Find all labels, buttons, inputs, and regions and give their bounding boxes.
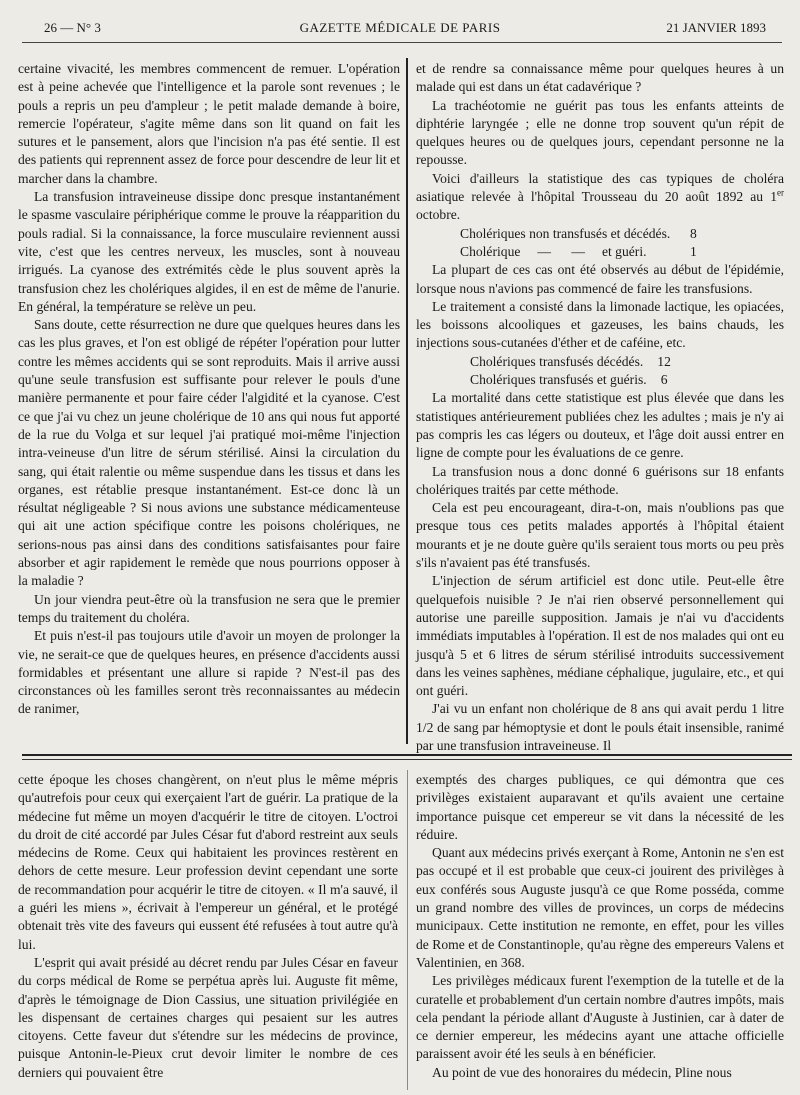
column-4	[416, 771, 784, 1082]
paragraph: Quant aux médecins privés exerçant à Rome, Antonin ne s'en est pas occupé et il est probable que ceux-ci jouirent des privilèges à eux conférés sous Auguste jusqu'à ce que Rome posséda, comme un grand nombre des villes de provinces, un corps de médecins municipaux. Cette institution ne remonte, en effet, pour les villes de Rome et de Constantinople, qu'au règne des empereurs Valens et Valentinien, en 368.	[416, 845, 784, 970]
stat-value: 12	[657, 353, 671, 369]
paragraph: certaine vivacité, les membres commencent de remuer. L'opération est à peine achevée que l'intelligence et la parole sont revenues ; le pouls a repris un peu d'ampleur ; le petit malade demande à boire, remercie l'opérateur, s'agite même dans son lit quand on fait les sutures et le pansement, alors que l'incision n'a pas été sentie. Il est des patients qui reprennent assez de force pour descendre de leur lit et marcher dans la chambre.	[18, 61, 400, 186]
section-separator	[22, 754, 792, 756]
paragraph	[416, 170, 784, 225]
paragraph: La trachéotomie ne guérit pas tous les enfants atteints de diphtérie laryngée ; elle ne donne trop souvent qu'un répit de quelques heures ou de quelques jours, cependant personne ne la repousse.	[416, 97, 784, 168]
paragraph: exemptés des charges publiques, ce qui démontra que ces privilèges existaient auparavant et qu'ils avaient une certaine importance puisque cet empereur se vit dans la nécessité de les réduire.	[416, 772, 784, 842]
header-rule	[22, 42, 782, 43]
section-separator	[22, 759, 792, 760]
column-1	[18, 60, 400, 719]
column-2	[416, 60, 784, 755]
paragraph: Un jour viendra peut-être où la transfusion ne sera que le premier temps du traitement du choléra.	[18, 591, 400, 625]
paragraph: cette époque les choses changèrent, on n'eut plus le même mépris qu'autrefois pour ceux qui exerçaient l'art de guérir. La pratique de la médecine fut même un moyen d'acquérir le titre de citoyen. L'octroi du droit de cité accordé par Jules César fut d'abord restreint aux seuls médecins de Rome. Ceux qui habitaient les provinces restèrent en dehors de cette mesure. Leur profession devint cependant une sorte de recommandation pour acquérir le titre de citoyen. « Il m'a sauvé, il a guéri les miens », écrivait à l'empereur un général, et le protégé obtenait très vite des faveurs qui eussent été refusées à tout autre qu'à lui.	[18, 772, 398, 952]
superscript: er	[777, 187, 784, 198]
stat-value: 1	[690, 243, 697, 259]
paragraph: La transfusion nous a donc donné 6 guérisons sur 18 enfants cholériques traités par cette méthode.	[416, 463, 784, 497]
paragraph: Les privilèges médicaux furent l'exemption de la tutelle et de la curatelle et probablement d'un certain nombre d'autres impôts, mais cela pendant la période allant d'Auguste à Justinien, car à dater de ce dernier empereur, les médecins ayant une attache officielle paraissent avoir été les seuls à en bénéficier.	[416, 973, 784, 1062]
stat-row	[416, 243, 784, 261]
page-number: 26 — N° 3	[44, 20, 101, 35]
paragraph: Au point de vue des honoraires du médecin, Pline nous	[432, 1064, 732, 1080]
stat-value: 8	[690, 225, 697, 241]
paragraph: La transfusion intraveineuse dissipe donc presque instantanément le spasme vasculaire périphérique comme le prouve la réapparition du pouls radial. Si la connaissance, la force musculaire reviennent aussi vite, c'est que les centres nerveux, les muscles, sont à nouveau irrigués. La cyanose des extrémités cède le plus souvent après la transfusion chez les cholériques algides, il en est de même de l'anurie. En général, la température se relève un peu.	[18, 189, 400, 314]
paragraph: Cela est peu encourageant, dira-t-on, mais n'oublions pas que presque tous ces petits malades apportés à l'hôpital étaient mourants et je ne doute guère qu'ils seraient tous morts ou peu près s'ils n'avaient pas été transfusés.	[416, 500, 784, 571]
stat-value: 6	[660, 372, 668, 388]
column-divider	[406, 58, 408, 744]
paragraph: L'esprit qui avait présidé au décret rendu par Jules César en faveur du corps médical de Rome se perpétua après lui. Auguste fit même, d'après le témoignage de Dion Cassius, une situation privilégiée en les dispensant de certaines charges qui pesaient sur les autres citoyens. Cette faveur dut s'étendre sur les médecins de province, puisque Antonin-le-Pieux crut devoir limiter le nombre de ces derniers qui pouvaient être	[18, 954, 398, 1080]
issue-date: 21 JANVIER 1893	[666, 20, 766, 35]
paragraph-text: Voici d'ailleurs la statistique des cas typiques de choléra asiatique relevée à l'hôpital Trousseau du 20 août 1892 au 1	[416, 170, 784, 205]
stat-row	[416, 353, 784, 371]
paragraph: Le traitement a consisté dans la limonade lactique, les opiacées, les boissons alcooliques et gazeuses, les bains chauds, les injections sous-cutanées d'éther et de caféine, etc.	[416, 298, 784, 351]
paragraph: L'injection de sérum artificiel est donc utile. Peut-elle être quelquefois nuisible ? Je n'ai rien observé personnellement qui autorise une pareille supposition. Jamais je n'ai vu d'accidents immédiats imputables à l'opération. Il est de nos malades qui ont eu jusqu'à 5 et 6 litres de sérum stérilisé introduits successivement dans les veines saphènes, médiane céphalique, jugulaire, etc., et qui ont guéri.	[416, 573, 784, 699]
stat-label: Cholériques non transfusés et décédés.	[460, 225, 671, 241]
paragraph: La plupart de ces cas ont été observés au début de l'épidémie, lorsque nous n'avions pas commencé de faire les transfusions.	[416, 262, 784, 296]
column-3	[18, 771, 398, 1082]
stat-label: Cholériques transfusés décédés.	[470, 353, 644, 369]
paragraph: Sans doute, cette résurrection ne dure que quelques heures dans les cas les plus graves, et l'on est obligé de répéter l'opération pour lutter contre les mêmes accidents qui se sont reproduits. Mais il arrive aussi qu'une seule transfusion est suffisante pour relever le pouls d'une manière permanente et pour faire céder l'algidité et la cyanose. C'est ce que j'ai vu chez un jeune cholérique de 10 ans qui nous fut apporté de la rue du Volga et sur lequel j'ai pratiqué moi-même l'injection intra-veineuse d'un litre de sérum stérilisé. Ainsi la circulation du sang, qui était ralentie ou même suspendue dans les tissus et dans les organes, est rétablie presque instantanément. Est-ce donc là un résultat négligeable ? Si nous avions une substance médicamenteuse qui ait une action spécifique contre les poisons cholériques, ne serions-nous pas ainsi dans des conditions satisfaisantes pour faire absorber et agir rapidement le remède que nous pourrions opposer à la maladie ?	[18, 317, 400, 589]
stat-label: Cholérique — — et guéri.	[460, 243, 647, 259]
paragraph-text: octobre.	[416, 207, 461, 223]
paragraph: et de rendre sa connaissance même pour quelques heures à un malade qui est dans un état cadavérique ?	[416, 61, 784, 95]
page-header	[0, 18, 800, 40]
stat-row	[416, 371, 784, 389]
stat-row	[416, 225, 784, 243]
paragraph: Et puis n'est-il pas toujours utile d'avoir un moyen de prolonger la vie, ne serait-ce que de quelques heures, en présence d'accidents aussi formidables et présentant une allure si rapide ? N'est-il pas des circonstances où les familles seront très reconnaissantes au médecin de ranimer,	[18, 628, 400, 717]
stat-label: Cholériques transfusés et guéris.	[470, 372, 647, 388]
column-divider	[407, 770, 408, 1090]
paragraph: La mortalité dans cette statistique est plus élevée que dans les statistiques antérieurement publiées chez les adultes ; mais je n'y ai pas compris les cas légers ou douteux, et l'âge doit aussi entrer en ligne de compte pour les évaluations de ce genre.	[416, 390, 784, 461]
paragraph: J'ai vu un enfant non cholérique de 8 ans qui avait perdu 1 litre 1/2 de sang par hémoptysie et dont le pouls était insensible, ranimé par une transfusion intraveineuse. Il	[416, 701, 784, 753]
journal-title: GAZETTE MÉDICALE DE PARIS	[299, 20, 501, 35]
